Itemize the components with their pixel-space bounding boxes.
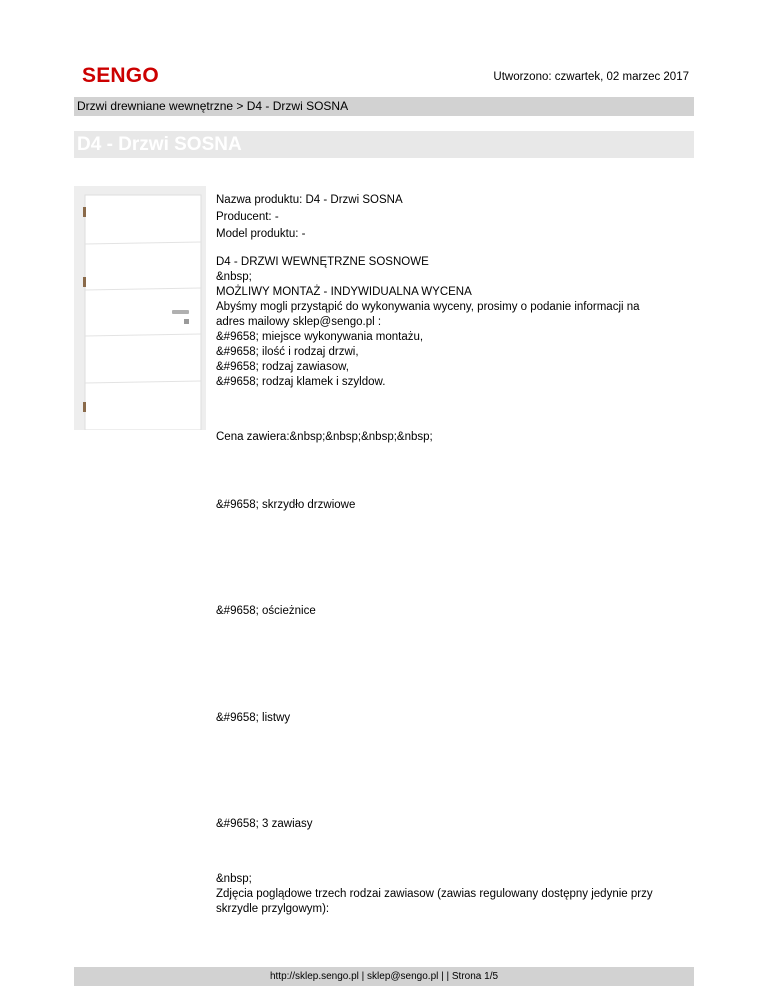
product-model: Model produktu: -: [216, 228, 306, 240]
spacer-text: &nbsp;: [216, 873, 252, 885]
product-producer: Producent: -: [216, 211, 279, 223]
description-line: &nbsp;: [216, 271, 252, 283]
breadcrumb: Drzwi drewniane wewnętrzne > D4 - Drzwi SOSNA: [74, 97, 694, 116]
description-line: &#9658; rodzaj zawiasow,: [216, 361, 349, 373]
description-line: Abyśmy mogli przystąpić do wykonywania wyceny, prosimy o podanie informacji na: [216, 301, 640, 313]
description-line: &#9658; rodzaj klamek i szyldow.: [216, 376, 386, 388]
included-item: &#9658; skrzydło drzwiowe: [216, 499, 356, 511]
page-footer: http://sklep.sengo.pl | sklep@sengo.pl | | Strona 1/5: [74, 967, 694, 986]
description-line: &#9658; ilość i rodzaj drzwi,: [216, 346, 359, 358]
description-line: MOŻLIWY MONTAŻ - INDYWIDUALNA WYCENA: [216, 286, 472, 298]
door-image: [74, 186, 206, 430]
hinge-bottom: [83, 402, 86, 412]
page-title: D4 - Drzwi SOSNA: [74, 131, 694, 158]
hinge-top: [83, 207, 86, 217]
description-line: D4 - DRZWI WEWNĘTRZNE SOSNOWE: [216, 256, 429, 268]
included-item: &#9658; ościeżnice: [216, 605, 316, 617]
photos-note-line: skrzydle przylgowym):: [216, 903, 330, 915]
description-line: adres mailowy sklep@sengo.pl :: [216, 316, 382, 328]
product-description: [216, 255, 686, 390]
product-image: [74, 186, 206, 430]
product-name: Nazwa produktu: D4 - Drzwi SOSNA: [216, 194, 403, 206]
included-item: &#9658; listwy: [216, 712, 291, 724]
door-handle: [172, 310, 189, 314]
product-info: [216, 192, 403, 243]
included-item: &#9658; 3 zawiasy: [216, 818, 313, 830]
description-line: &#9658; miejsce wykonywania montażu,: [216, 331, 424, 343]
hinge-middle: [83, 277, 86, 287]
door-lock: [184, 319, 189, 324]
created-date: Utworzono: czwartek, 02 marzec 2017: [493, 71, 689, 83]
price-includes: Cena zawiera:&nbsp;&nbsp;&nbsp;&nbsp;: [216, 431, 433, 443]
brand-logo: SENGO: [82, 64, 159, 87]
photos-note-line: Zdjęcia poglądowe trzech rodzai zawiasow (zawias regulowany dostępny jedynie przy: [216, 888, 653, 900]
